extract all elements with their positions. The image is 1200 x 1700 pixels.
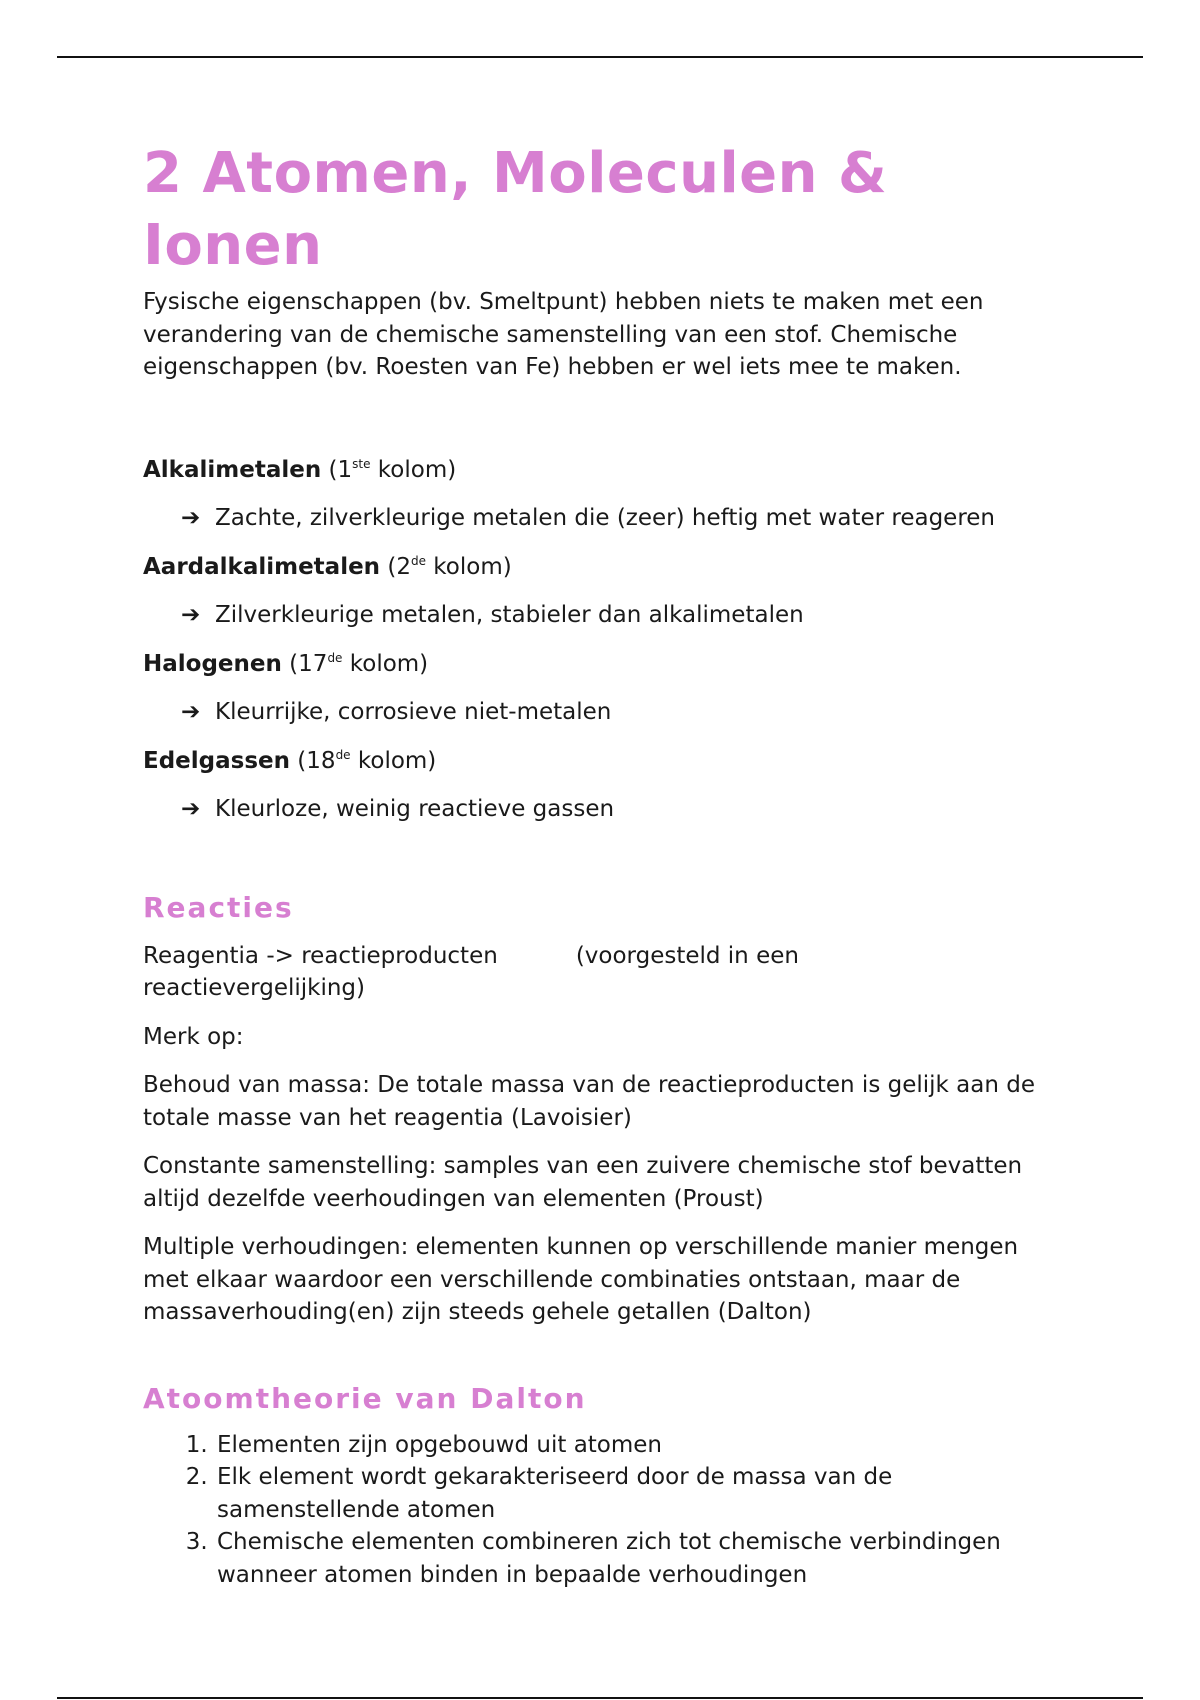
footer-rule xyxy=(57,1697,1143,1699)
group-name: Aardalkalimetalen xyxy=(143,553,381,580)
group-name: Alkalimetalen xyxy=(143,456,322,483)
law-multiple-verhoudingen: Multiple verhoudingen: elementen kunnen op verschillende manier mengen met elkaar waardoor een verschillende combinaties ontstaan, maar de massaverhouding(en) zijn steeds gehele getallen (Dalton) xyxy=(143,1234,1019,1325)
law-behoud-van-massa: Behoud van massa: De totale massa van de reactieproducten is gelijk aan de totale masse van het reagentia (Lavoisier) xyxy=(143,1072,1035,1131)
list-item: 1. Elementen zijn opgebouwd uit atomen xyxy=(215,1429,1063,1462)
merk-op: Merk op: xyxy=(143,1023,244,1050)
group-term-aardalkalimetalen: Aardalkalimetalen (2de kolom) xyxy=(143,553,512,580)
arrow-icon: ➔ xyxy=(181,699,201,725)
arrow-icon: ➔ xyxy=(181,505,201,531)
group-term-edelgassen: Edelgassen (18de kolom) xyxy=(143,747,437,774)
section-heading-reacties: Reacties xyxy=(143,890,294,924)
reactie-line: Reagentia -> reactieproducten (voorgesteld in een reactievergelijking) xyxy=(143,942,799,1001)
group-term-alkalimetalen: Alkalimetalen (1ste kolom) xyxy=(143,456,457,483)
page-content xyxy=(143,138,1063,1591)
dalton-list xyxy=(143,1429,1063,1592)
intro-paragraph: Fysische eigenschappen (bv. Smeltpunt) hebben niets te maken met een verandering van de chemische samenstelling van een stof. Chemische eigenschappen (bv. Roesten van Fe) hebben er wel iets mee te maken. xyxy=(143,289,984,380)
group-list xyxy=(143,454,1063,826)
list-item: 2. Elk element wordt gekarakteriseerd door de massa van de samenstellende atomen xyxy=(215,1461,1063,1526)
group-desc-alkalimetalen: ➔ Zachte, zilverkleurige metalen die (zeer) heftig met water reageren xyxy=(143,502,1063,535)
section-heading-dalton: Atoomtheorie van Dalton xyxy=(143,1381,587,1415)
arrow-icon: ➔ xyxy=(181,602,201,628)
group-name: Halogenen xyxy=(143,650,282,677)
group-desc-edelgassen: ➔ Kleurloze, weinig reactieve gassen xyxy=(143,793,1063,826)
list-item: 3. Chemische elementen combineren zich tot chemische verbindingen wanneer atomen binden in bepaalde verhoudingen xyxy=(215,1526,1063,1591)
group-desc-halogenen: ➔ Kleurrijke, corrosieve niet-metalen xyxy=(143,696,1063,729)
law-constante-samenstelling: Constante samenstelling: samples van een zuivere chemische stof bevatten altijd dezelfde veerhoudingen van elementen (Proust) xyxy=(143,1153,1023,1212)
group-term-halogenen: Halogenen (17de kolom) xyxy=(143,650,429,677)
arrow-icon: ➔ xyxy=(181,796,201,822)
header-rule xyxy=(57,56,1143,58)
group-desc-aardalkalimetalen: ➔ Zilverkleurige metalen, stabieler dan alkalimetalen xyxy=(143,599,1063,632)
group-name: Edelgassen xyxy=(143,747,290,774)
page-title: 2 Atomen, Moleculen & Ionen xyxy=(143,141,888,278)
